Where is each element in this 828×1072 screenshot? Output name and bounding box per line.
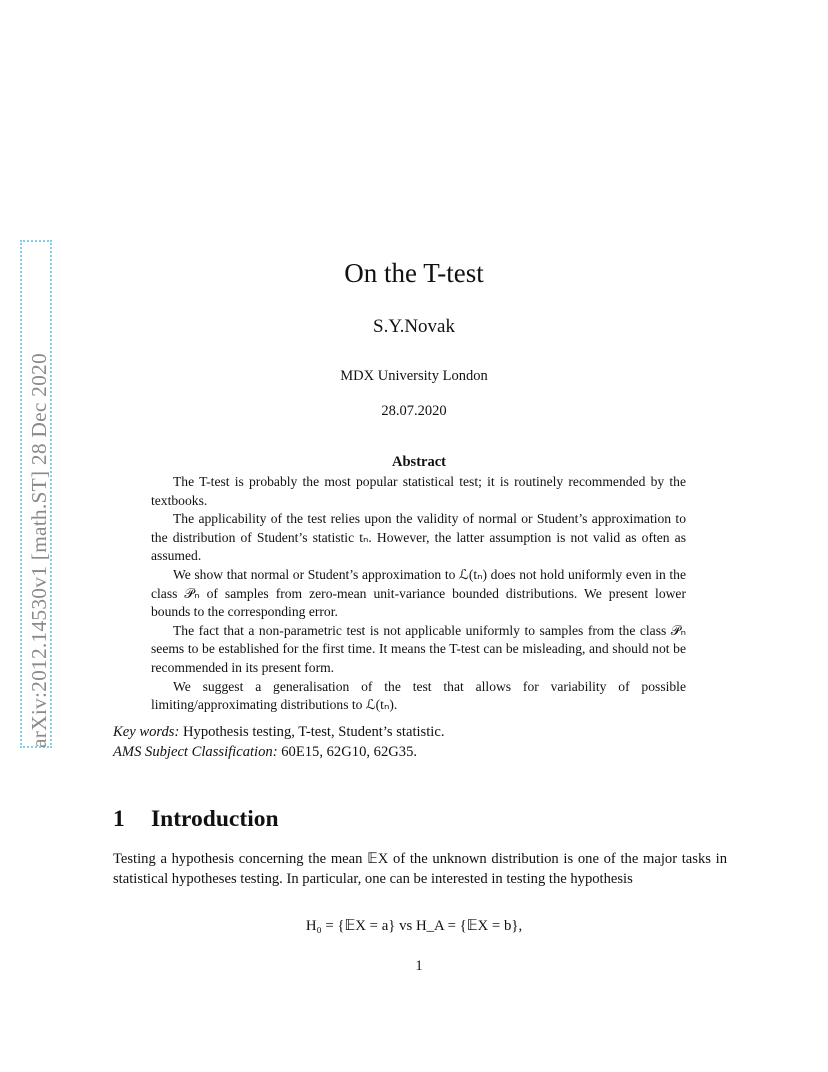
ams-label: AMS Subject Classification: [113,744,278,760]
section-number: 1 [113,806,125,832]
abstract-heading: Abstract [392,454,446,470]
ams-text: 60E15, 62G10, 62G35. [281,744,418,760]
abstract [151,473,686,715]
keywords-line [113,722,733,742]
arxiv-stamp: arXiv:2012.14530v1 [math.ST] 28 Dec 2020 [27,353,51,748]
date: 28.07.2020 [381,403,447,419]
abstract-paragraph: We suggest a generalisation of the test that allows for variability of possible limiting/approximating distributions to ℒ(tₙ). [151,678,686,713]
keywords-label: Key words: [113,724,180,740]
keywords-block [113,722,733,762]
section-heading [113,806,279,833]
abstract-paragraph: The fact that a non-parametric test is not applicable uniformly to samples from the class 𝒫ₙ seems to be established for the first time. It means the T-test can be misleading, and should not be recommended in its present form. [151,622,686,675]
intro-text [113,849,727,889]
section-title: Introduction [151,806,279,832]
paper-title: On the T-test [344,258,484,288]
ams-line [113,742,733,762]
hypothesis-equation: H₀ = {𝔼X = a} vs H_A = {𝔼X = b}, [305,918,523,934]
keywords-text: Hypothesis testing, T-test, Student’s statistic. [183,724,445,740]
abstract-paragraph: The applicability of the test relies upon the validity of normal or Student’s approximation to the distribution of Student’s statistic tₙ. However, the latter assumption is not valid as often as assumed. [151,511,686,564]
intro-paragraph: Testing a hypothesis concerning the mean 𝔼X of the unknown distribution is one of the major tasks in statistical hypotheses testing. In particular, one can be interested in testing the hypothesis [113,851,727,887]
author: S.Y.Novak [373,316,455,337]
abstract-paragraph: We show that normal or Student’s approximation to ℒ(tₙ) does not hold uniformly even in the class 𝒫ₙ of samples from zero-mean unit-variance bounded distributions. We present lower bounds to the corresponding error. [151,566,686,620]
affiliation: MDX University London [340,368,488,384]
page-number: 1 [415,958,423,974]
abstract-paragraph: The T-test is probably the most popular statistical test; it is routinely recommended by the textbooks. [151,474,686,508]
